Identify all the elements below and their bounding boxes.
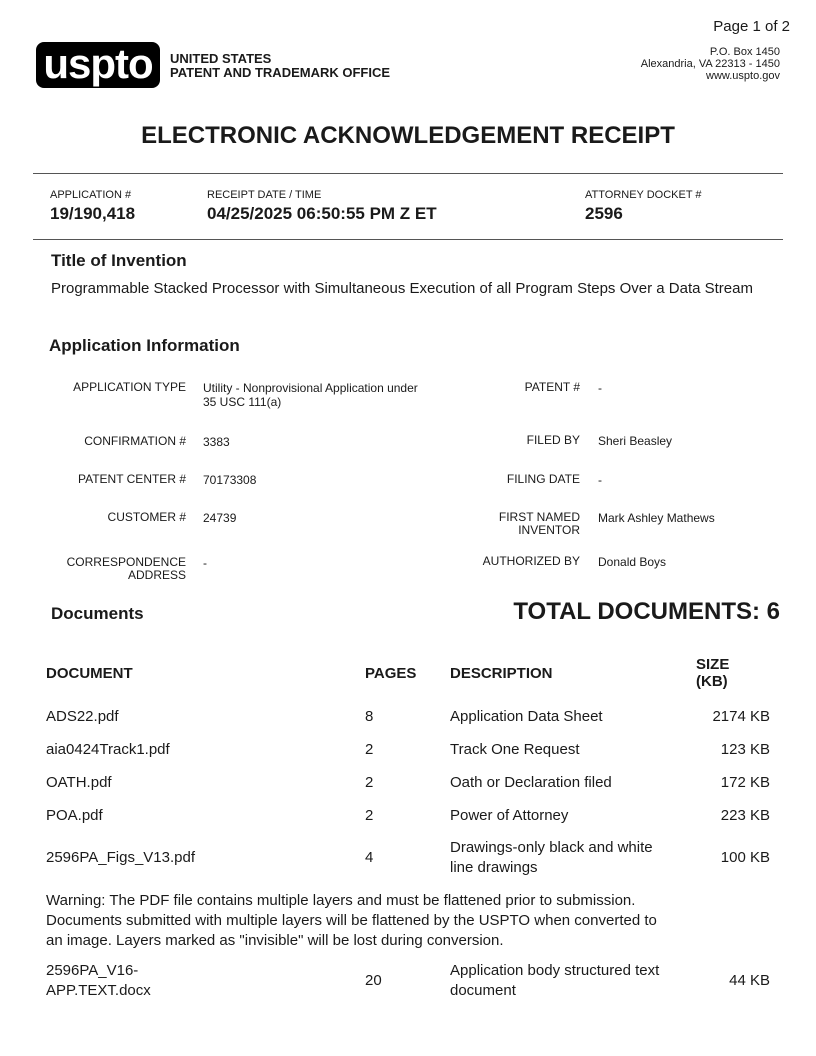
table-row-4-description: Power of Attorney [450, 807, 569, 824]
filing-date-label: FILING DATE [506, 472, 580, 486]
table-row-4-size: 223 KB [720, 807, 770, 824]
table-row-1-description: Application Data Sheet [450, 708, 603, 725]
table-row-1-pages: 8 [365, 708, 374, 725]
attorney-docket: 2596 [585, 204, 623, 223]
application-info-heading: Application Information [49, 336, 240, 355]
table-row-1-size: 2174 KB [712, 708, 770, 725]
office-address [641, 46, 780, 82]
table-row-4-document: POA.pdf [46, 807, 103, 824]
authorized-by-label: AUTHORIZED BY [482, 554, 580, 568]
patent-center-number: 70173308 [203, 473, 257, 487]
address-po-box: P.O. Box 1450 [709, 46, 780, 58]
address-city: Alexandria, VA 22313 - 1450 [640, 58, 780, 70]
table-row-6-size: 44 KB [729, 972, 770, 989]
table-row-2-pages: 2 [365, 741, 374, 758]
patent-number: - [598, 381, 602, 395]
table-row-6-document: 2596PA_V16-APP.TEXT.docx [46, 962, 151, 999]
divider [33, 239, 783, 240]
column-header-pages: PAGES [365, 665, 417, 682]
customer-number: 24739 [203, 511, 237, 525]
correspondence-address: - [203, 556, 207, 570]
application-number-label: APPLICATION # [50, 189, 132, 201]
patent-number-label: PATENT # [524, 380, 580, 394]
application-type-label: APPLICATION TYPE [73, 380, 186, 394]
table-row-6-description: Application body structured text document [450, 962, 660, 999]
page-title: ELECTRONIC ACKNOWLEDGEMENT RECEIPT [141, 122, 675, 149]
table-row-5-document: 2596PA_Figs_V13.pdf [46, 849, 195, 866]
filing-date: - [598, 473, 602, 487]
table-row-6-pages: 20 [365, 972, 382, 989]
table-row-5-description: Drawings-only black and white line drawings [450, 839, 653, 876]
table-row-2-document: aia0424Track1.pdf [46, 741, 170, 758]
table-row-2-size: 123 KB [720, 741, 770, 758]
filed-by: Sheri Beasley [598, 434, 673, 448]
column-header-description: DESCRIPTION [450, 665, 553, 682]
column-header-size: SIZE (KB) [696, 656, 730, 690]
invention-title: Programmable Stacked Processor with Simultaneous Execution of all Program Steps Over a Data Stream [51, 280, 753, 297]
confirmation-label: CONFIRMATION # [84, 434, 186, 448]
table-row-5-pages: 4 [365, 849, 374, 866]
customer-label: CUSTOMER # [107, 510, 186, 524]
uspto-logo-word: uspto [43, 40, 153, 87]
correspondence-label: CORRESPONDENCE ADDRESS [66, 555, 186, 582]
table-row-2-description: Track One Request [450, 741, 580, 758]
first-inventor: Mark Ashley Mathews [598, 511, 715, 525]
total-documents: TOTAL DOCUMENTS: 6 [513, 598, 780, 625]
filed-by-label: FILED BY [526, 433, 580, 447]
application-type: Utility - Nonprovisional Application under 35 USC 111(a) [203, 381, 418, 409]
table-row-4-pages: 2 [365, 807, 374, 824]
first-inventor-label: FIRST NAMED INVENTOR [498, 510, 580, 537]
table-row-1-document: ADS22.pdf [46, 708, 119, 725]
documents-heading: Documents [51, 604, 144, 623]
address-website: www.uspto.gov [706, 70, 780, 82]
divider [33, 173, 783, 174]
agency-name [170, 52, 390, 80]
table-row-3-size: 172 KB [720, 774, 770, 791]
application-number: 19/190,418 [50, 204, 136, 223]
table-row-3-pages: 2 [365, 774, 374, 791]
invention-heading: Title of Invention [51, 251, 187, 270]
column-header-document: DOCUMENT [46, 665, 133, 682]
page-number: Page 1 of 2 [713, 18, 790, 35]
authorized-by: Donald Boys [598, 555, 667, 569]
agency-line-1: UNITED STATES [170, 51, 272, 66]
layers-warning: Warning: The PDF file contains multiple layers and must be flattened prior to submission. Documents submitted with multiple layers will be flattened by the USPTO when converted to an image. Layers marked as "invisible" will be lost during conversion. [46, 892, 657, 949]
table-row-5-size: 100 KB [720, 849, 770, 866]
receipt-date: 04/25/2025 06:50:55 PM Z ET [207, 204, 437, 223]
receipt-date-label: RECEIPT DATE / TIME [207, 189, 322, 201]
patent-center-label: PATENT CENTER # [77, 472, 186, 486]
table-row-3-description: Oath or Declaration filed [450, 774, 612, 791]
attorney-docket-label: ATTORNEY DOCKET # [585, 189, 702, 201]
confirmation-number: 3383 [203, 435, 230, 449]
agency-line-2: PATENT AND TRADEMARK OFFICE [170, 65, 391, 80]
table-row-3-document: OATH.pdf [46, 774, 112, 791]
